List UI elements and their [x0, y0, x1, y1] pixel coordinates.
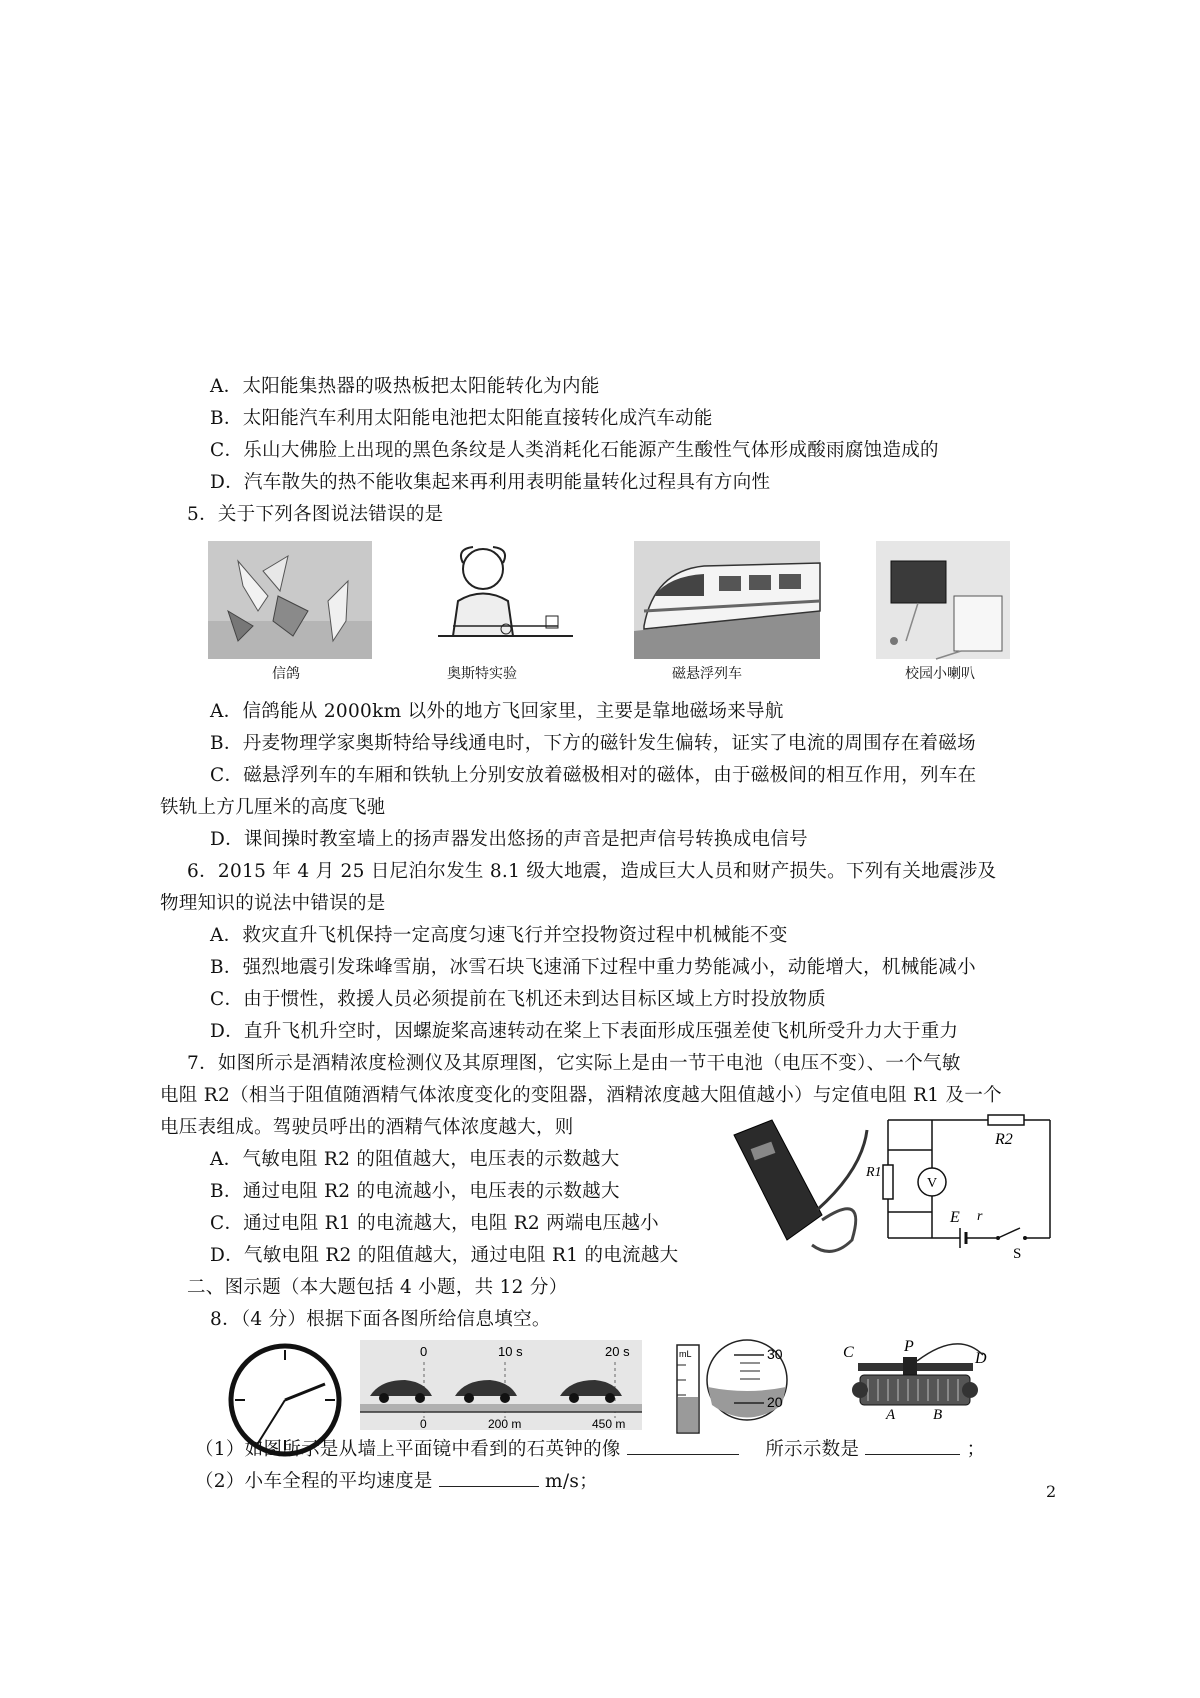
q8-sub1-end: ；	[966, 1439, 986, 1460]
q8-sub1-blank-1[interactable]	[627, 1436, 739, 1455]
time-20s: 20 s	[605, 1344, 630, 1359]
q8-sub1-tail: 所示示数是	[765, 1439, 860, 1460]
resistor-r2	[988, 1115, 1024, 1125]
q8-sub2	[195, 1468, 598, 1494]
q8-sub2-blank[interactable]	[439, 1468, 539, 1487]
distance-0: 0	[420, 1417, 427, 1431]
q5-option-d: D．课间操时教室墙上的扬声器发出悠扬的声音是把声信号转换成电信号	[210, 829, 808, 850]
q8-sub1	[195, 1436, 985, 1462]
cylinder-20: 20	[767, 1394, 783, 1410]
q5-option-b: B．丹麦物理学家奥斯特给导线通电时，下方的磁针发生偏转，证实了电流的周围存在着磁场	[210, 733, 976, 754]
resistor-r1	[883, 1165, 893, 1199]
label-r: r	[977, 1209, 983, 1224]
rheostat-a: A	[886, 1407, 896, 1423]
maglev-caption: 磁悬浮列车	[672, 666, 742, 682]
q5-option-a: A．信鸽能从 2000km 以外的地方飞回家里，主要是靠地磁场来导航	[210, 701, 784, 722]
pigeon-caption: 信鸽	[272, 666, 300, 682]
label-r1: R1	[866, 1165, 882, 1180]
campus-speaker-image	[876, 541, 1010, 659]
circuit-diagram	[866, 1110, 1060, 1262]
q8-stem: 8．（4 分）根据下面各图所给信息填空。	[210, 1309, 551, 1330]
q5-stem: 5．关于下列各图说法错误的是	[187, 504, 444, 525]
q6-option-b: B．强烈地震引发珠峰雪崩，冰雪石块飞速涌下过程中重力势能减小，动能增大，机械能减小	[210, 957, 976, 978]
q8-sub2-text: （2）小车全程的平均速度是	[195, 1471, 433, 1492]
car-motion-image	[360, 1340, 642, 1430]
label-v: V	[927, 1176, 938, 1191]
q8-sub2-end: m/s；	[545, 1471, 599, 1492]
q7-option-b: B．通过电阻 R2 的电流越小，电压表的示数越大	[210, 1181, 620, 1202]
q8-sub1-blank-2[interactable]	[865, 1436, 960, 1455]
breathalyzer-image	[722, 1110, 872, 1260]
oersted-caption: 奥斯特实验	[447, 666, 517, 682]
q6-option-a: A．救灾直升飞机保持一定高度匀速飞行并空投物资过程中机械能不变	[210, 925, 788, 946]
label-s: S	[1013, 1246, 1022, 1262]
q6-stem-line1: 6．2015 年 4 月 25 日尼泊尔发生 8.1 级大地震，造成巨大人员和财产损失。下列有关地震涉及	[187, 861, 997, 882]
q5-option-c: C．磁悬浮列车的车厢和铁轨上分别安放着磁极相对的磁体，由于磁极间的相互作用，列车在	[210, 765, 977, 786]
label-r2: R2	[995, 1131, 1013, 1148]
time-10s: 10 s	[498, 1344, 523, 1359]
q7-stem-line2: 电阻 R2（相当于阻值随酒精气体浓度变化的变阻器，酒精浓度越大阻值越小）与定值电阻 R1 及一个	[160, 1085, 1002, 1106]
q6-option-d: D．直升飞机升空时，因螺旋桨高速转动在桨上下表面形成压强差使飞机所受升力大于重力	[210, 1021, 959, 1042]
q7-stem-line3: 电压表组成。驾驶员呼出的酒精气体浓度越大，则	[160, 1117, 574, 1138]
rheostat-c: C	[843, 1344, 854, 1361]
time-0: 0	[420, 1344, 428, 1359]
rheostat-p: P	[904, 1338, 914, 1355]
measuring-cylinder-image	[672, 1335, 792, 1435]
q4-option-a: A．太阳能集热器的吸热板把太阳能转化为内能	[210, 376, 600, 397]
cylinder-30: 30	[767, 1346, 783, 1362]
label-e: E	[950, 1209, 960, 1226]
pigeon-image	[208, 541, 372, 659]
cylinder-unit: mL	[679, 1349, 692, 1359]
q8-sub1-text: （1）如图所示是从墙上平面镜中看到的石英钟的像	[195, 1439, 621, 1460]
q4-option-d: D．汽车散失的热不能收集起来再利用表明能量转化过程具有方向性	[210, 472, 771, 493]
speaker-caption: 校园小喇叭	[905, 666, 975, 682]
q7-option-a: A．气敏电阻 R2 的阻值越大，电压表的示数越大	[210, 1149, 620, 1170]
rheostat-image	[838, 1335, 1008, 1425]
oersted-experiment-image	[428, 541, 578, 659]
q7-option-c: C．通过电阻 R1 的电流越大，电阻 R2 两端电压越小	[210, 1213, 659, 1234]
distance-450m: 450 m	[592, 1417, 626, 1431]
q7-option-d: D．气敏电阻 R2 的阻值越大，通过电阻 R1 的电流越大	[210, 1245, 679, 1266]
q4-option-c: C．乐山大佛脸上出现的黑色条纹是人类消耗化石能源产生酸性气体形成酸雨腐蚀造成的	[210, 440, 939, 461]
q6-option-c: C．由于惯性，救援人员必须提前在飞机还未到达目标区域上方时投放物质	[210, 989, 827, 1010]
distance-200m: 200 m	[488, 1417, 522, 1431]
section2-heading: 二、图示题（本大题包括 4 小题，共 12 分）	[187, 1277, 568, 1298]
maglev-train-image	[634, 541, 820, 659]
q7-stem-line1: 7．如图所示是酒精浓度检测仪及其原理图，它实际上是由一节干电池（电压不变）、一个气敏	[187, 1053, 961, 1074]
q4-option-b: B．太阳能汽车利用太阳能电池把太阳能直接转化成汽车动能	[210, 408, 713, 429]
q5-option-c-cont: 铁轨上方几厘米的高度飞驰	[160, 797, 386, 818]
rheostat-d: D	[975, 1350, 987, 1367]
switch-icon	[998, 1228, 1020, 1238]
rheostat-b: B	[933, 1407, 943, 1423]
page-number: 2	[1046, 1482, 1057, 1501]
q6-stem-line2: 物理知识的说法中错误的是	[160, 893, 386, 914]
